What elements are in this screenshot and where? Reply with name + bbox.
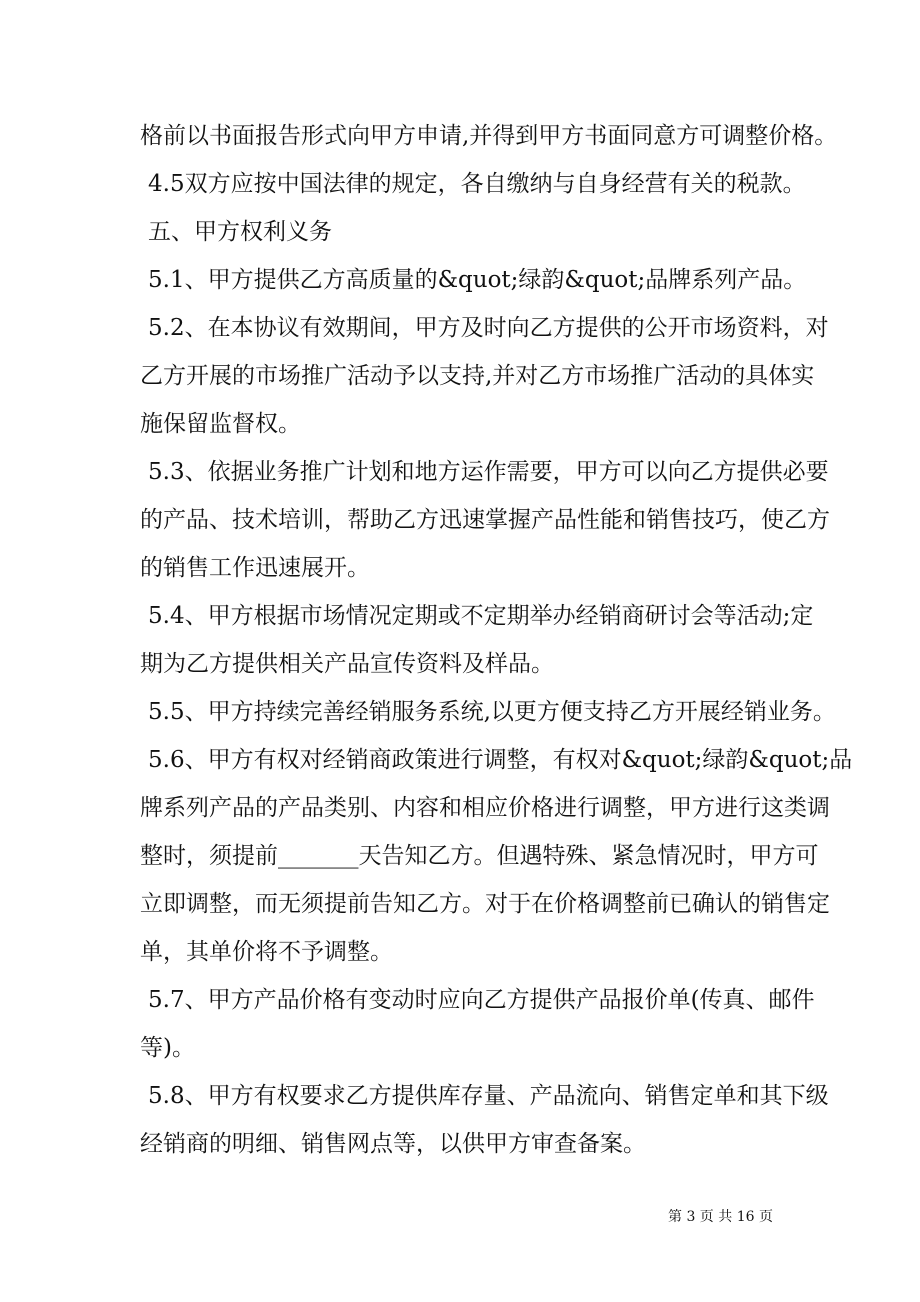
text-line: 5.5、甲方持续完善经销服务系统,以更方便支持乙方开展经销业务。 <box>148 699 836 725</box>
text-line: 经销商的明细、销售网点等，以供甲方审查备案。 <box>140 1131 646 1157</box>
text-line: 4.5双方应按中国法律的规定，各自缴纳与自身经营有关的税款。 <box>148 171 806 197</box>
text-line: 5.4、甲方根据市场情况定期或不定期举办经销商研讨会等活动;定 <box>148 603 814 629</box>
text-line: 5.7、甲方产品价格有变动时应向乙方提供产品报价单(传真、邮件 <box>148 987 815 1013</box>
text-line: 5.1、甲方提供乙方高质量的&quot;绿韵&quot;品牌系列产品。 <box>148 267 807 293</box>
text-line: 施保留监督权。 <box>140 411 301 437</box>
text-line: 整时，须提前_______天告知乙方。但遇特殊、紧急情况时，甲方可 <box>140 843 819 869</box>
text-line: 5.2、在本协议有效期间，甲方及时向乙方提供的公开市场资料，对 <box>148 315 829 341</box>
text-line: 5.6、甲方有权对经销商政策进行调整，有权对&quot;绿韵&quot;品 <box>148 747 853 773</box>
text-line: 5.3、依据业务推广计划和地方运作需要，甲方可以向乙方提供必要 <box>148 459 829 485</box>
text-line: 5.8、甲方有权要求乙方提供库存量、产品流向、销售定单和其下级 <box>148 1083 829 1109</box>
text-line: 单，其单价将不予调整。 <box>140 939 393 965</box>
section-heading: 五、甲方权利义务 <box>148 219 332 245</box>
text-line: 立即调整，而无须提前告知乙方。对于在价格调整前已确认的销售定 <box>140 891 830 917</box>
text-line: 等)。 <box>140 1035 195 1061</box>
text-line: 的销售工作迅速展开。 <box>140 555 370 581</box>
document-body <box>140 112 853 1168</box>
page-number-footer: 第 3 页 共 16 页 <box>668 1209 773 1225</box>
text-line: 乙方开展的市场推广活动予以支持,并对乙方市场推广活动的具体实 <box>140 363 815 389</box>
text-line: 的产品、技术培训，帮助乙方迅速掌握产品性能和销售技巧，使乙方 <box>140 507 830 533</box>
text-line: 期为乙方提供相关产品宣传资料及样品。 <box>140 651 554 677</box>
text-line: 格前以书面报告形式向甲方申请,并得到甲方书面同意方可调整价格。 <box>140 123 838 149</box>
text-line: 牌系列产品的产品类别、内容和相应价格进行调整，甲方进行这类调 <box>140 795 830 821</box>
